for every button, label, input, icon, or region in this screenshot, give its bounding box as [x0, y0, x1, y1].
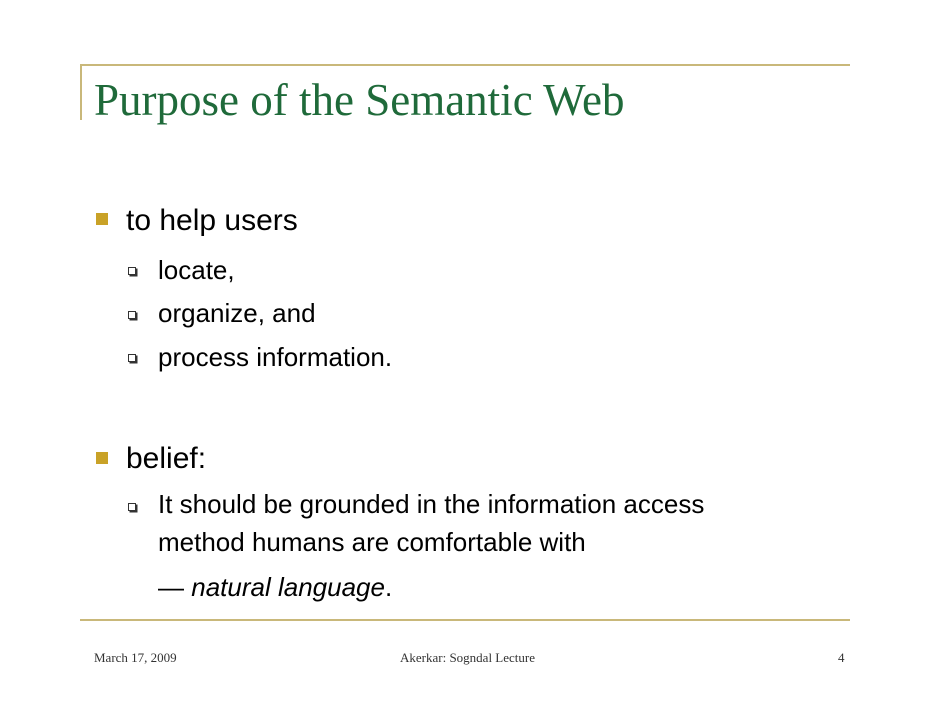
footer-page-number: 4 [838, 650, 845, 665]
sub-bullet-organize: organize, and [158, 298, 316, 328]
bullet-to-help-users: to help users [126, 204, 298, 237]
slide-title: Purpose of the Semantic Web [94, 75, 625, 125]
sub-bullet-process-information: process information. [158, 342, 393, 372]
title-frame-left-line [80, 64, 82, 120]
footer-lecture-title: Akerkar: Sogndal Lecture [400, 650, 536, 665]
footer-divider [80, 619, 850, 621]
sub-bullet-grounded-line-2: method humans are comfortable with [158, 527, 586, 557]
hollow-square-bullet-icon [128, 354, 136, 362]
hollow-square-bullet-icon [128, 503, 136, 511]
period: . [384, 572, 393, 602]
filled-square-bullet-icon [96, 213, 108, 225]
natural-language-emphasis: natural language [191, 572, 385, 602]
sub-bullet-locate: locate, [158, 255, 235, 285]
em-dash: — [158, 572, 184, 602]
filled-square-bullet-icon [96, 452, 108, 464]
continuation-natural-language [158, 574, 392, 600]
footer-date: March 17, 2009 [94, 650, 177, 665]
bullet-belief: belief: [126, 442, 207, 475]
hollow-square-bullet-icon [128, 311, 136, 319]
title-frame-top-line [80, 64, 850, 66]
sub-bullet-grounded-line-1: It should be grounded in the information access [158, 489, 705, 519]
hollow-square-bullet-icon [128, 267, 136, 275]
